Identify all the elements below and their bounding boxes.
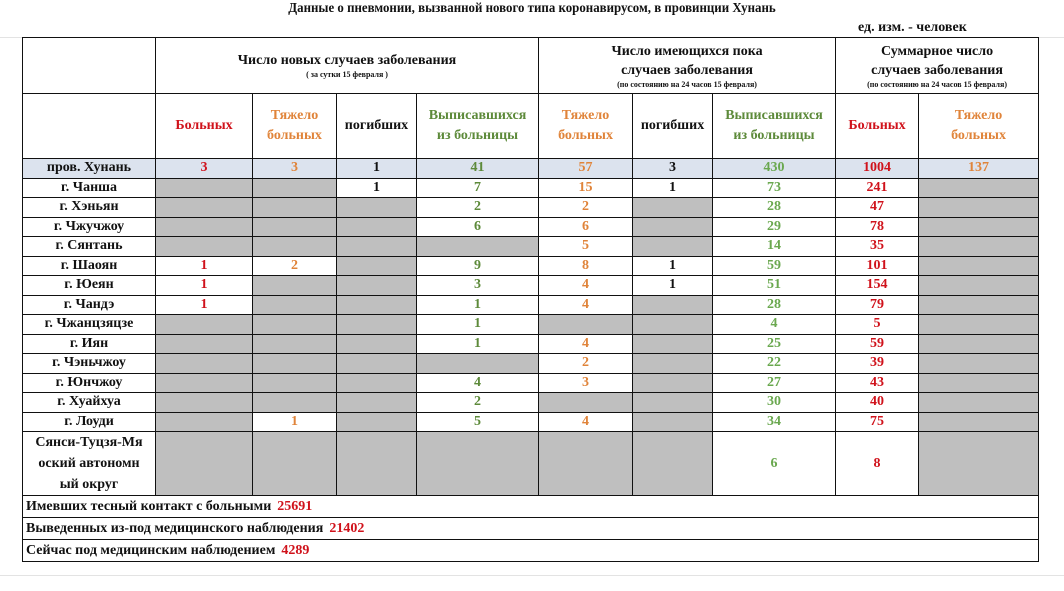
table-row	[23, 334, 1039, 354]
row-name: г. Чжанцзяцзе	[23, 315, 156, 335]
cell-cur-severe: 57	[539, 159, 633, 179]
group-header-total: Суммарное число случаев заболевания (по состоянию на 24 часов 15 февраля)	[836, 38, 1039, 94]
cell-empty	[919, 217, 1039, 237]
table-row	[23, 237, 1039, 257]
cell-new-sick: 1	[156, 276, 253, 296]
cell-cur-severe: 4	[539, 276, 633, 296]
cell-empty	[253, 276, 337, 296]
cell-empty	[337, 432, 417, 496]
table-row	[23, 217, 1039, 237]
row-name: г. Иян	[23, 334, 156, 354]
cell-empty	[919, 178, 1039, 198]
table-row	[23, 276, 1039, 296]
cell-cur-discharged: 28	[713, 198, 836, 218]
cell-total-sick: 241	[836, 178, 919, 198]
header-empty	[23, 94, 156, 159]
cell-empty	[253, 295, 337, 315]
cell-empty	[539, 432, 633, 496]
cell-new-discharged: 4	[417, 373, 539, 393]
table-row	[23, 295, 1039, 315]
cell-new-discharged: 2	[417, 198, 539, 218]
footer-value: 25691	[277, 498, 313, 514]
col-header-new-sick: Больных	[156, 94, 253, 159]
cell-new-sick: 1	[156, 295, 253, 315]
cell-total-sick: 43	[836, 373, 919, 393]
cell-cur-severe: 4	[539, 295, 633, 315]
cell-cur-severe: 2	[539, 354, 633, 374]
cell-new-discharged: 1	[417, 295, 539, 315]
col-header-new-dead: погибших	[337, 94, 417, 159]
cell-empty	[156, 432, 253, 496]
row-name: г. Чандэ	[23, 295, 156, 315]
table-row	[23, 412, 1039, 432]
cell-cur-discharged: 29	[713, 217, 836, 237]
cell-empty	[253, 237, 337, 257]
cell-empty	[156, 198, 253, 218]
cell-cur-severe: 5	[539, 237, 633, 257]
col-header-cur-dead: погибших	[633, 94, 713, 159]
cell-empty	[253, 315, 337, 335]
cell-empty	[919, 373, 1039, 393]
cell-empty	[337, 198, 417, 218]
cell-empty	[919, 237, 1039, 257]
cell-empty	[417, 354, 539, 374]
cell-cur-severe: 2	[539, 198, 633, 218]
group-header-current: Число имеющихся пока случаев заболевания (по состоянию на 24 часов 15 февраля)	[539, 38, 836, 94]
table-row	[23, 198, 1039, 218]
cell-total-sick: 8	[836, 432, 919, 496]
cell-cur-severe: 4	[539, 412, 633, 432]
cell-empty	[919, 276, 1039, 296]
cell-total-sick: 78	[836, 217, 919, 237]
cell-total-sick: 101	[836, 256, 919, 276]
cell-empty	[156, 217, 253, 237]
cell-new-discharged: 41	[417, 159, 539, 179]
cell-empty	[156, 334, 253, 354]
cell-cur-severe: 4	[539, 334, 633, 354]
cell-total-sick: 47	[836, 198, 919, 218]
cell-empty	[539, 315, 633, 335]
row-name: г. Чанша	[23, 178, 156, 198]
cell-new-discharged: 5	[417, 412, 539, 432]
cell-empty	[919, 334, 1039, 354]
data-table	[22, 37, 1039, 562]
page-title: Данные о пневмонии, вызванной нового типа коронавирусом, в провинции Хунань	[288, 1, 776, 16]
table-row	[23, 373, 1039, 393]
cell-empty	[337, 412, 417, 432]
row-name: г. Лоуди	[23, 412, 156, 432]
cell-cur-discharged: 14	[713, 237, 836, 257]
cell-empty	[253, 432, 337, 496]
cell-empty	[337, 334, 417, 354]
table-row	[23, 393, 1039, 413]
cell-empty	[417, 237, 539, 257]
cell-empty	[919, 393, 1039, 413]
unit-label: ед. изм. - человек	[858, 20, 967, 35]
cell-empty	[253, 354, 337, 374]
cell-empty	[633, 432, 713, 496]
cell-cur-discharged: 73	[713, 178, 836, 198]
cell-cur-discharged: 25	[713, 334, 836, 354]
cell-new-discharged: 1	[417, 315, 539, 335]
cell-total-sick: 40	[836, 393, 919, 413]
cell-empty	[253, 178, 337, 198]
cell-empty	[337, 217, 417, 237]
cell-cur-severe: 8	[539, 256, 633, 276]
footer-value: 21402	[329, 520, 365, 536]
cell-empty	[337, 393, 417, 413]
cell-empty	[337, 276, 417, 296]
cell-empty	[337, 237, 417, 257]
cell-empty	[156, 178, 253, 198]
cell-empty	[919, 315, 1039, 335]
table-row	[23, 354, 1039, 374]
cell-empty	[539, 393, 633, 413]
cell-cur-discharged: 34	[713, 412, 836, 432]
cell-cur-discharged: 59	[713, 256, 836, 276]
col-header-cur-severe: Тяжело больных	[539, 94, 633, 159]
cell-empty	[633, 334, 713, 354]
cell-new-discharged: 6	[417, 217, 539, 237]
cell-new-severe: 2	[253, 256, 337, 276]
table-row-total	[23, 159, 1039, 179]
group-header-new: Число новых случаев заболевания ( за сутки 15 февраля )	[156, 38, 539, 94]
col-header-total-severe: Тяжело больных	[919, 94, 1039, 159]
cell-total-sick: 35	[836, 237, 919, 257]
cell-empty	[633, 393, 713, 413]
cell-empty	[417, 432, 539, 496]
cell-empty	[337, 256, 417, 276]
cell-new-dead: 1	[337, 178, 417, 198]
row-name: г. Чэньчжоу	[23, 354, 156, 374]
divider	[0, 575, 1064, 576]
cell-total-severe: 137	[919, 159, 1039, 179]
cell-total-sick: 154	[836, 276, 919, 296]
cell-new-discharged: 7	[417, 178, 539, 198]
cell-empty	[337, 315, 417, 335]
cell-new-discharged: 3	[417, 276, 539, 296]
cell-cur-discharged: 30	[713, 393, 836, 413]
cell-empty	[156, 393, 253, 413]
cell-cur-dead: 1	[633, 276, 713, 296]
cell-empty	[919, 354, 1039, 374]
cell-cur-discharged: 430	[713, 159, 836, 179]
cell-empty	[919, 432, 1039, 496]
table-row	[23, 256, 1039, 276]
cell-new-severe: 1	[253, 412, 337, 432]
footer-row-released	[23, 518, 1039, 540]
cell-empty	[633, 315, 713, 335]
table-body	[23, 159, 1039, 432]
cell-cur-severe: 6	[539, 217, 633, 237]
footer-label: Имевших тесный контакт с больными	[26, 498, 272, 514]
row-name: г. Чжучжоу	[23, 217, 156, 237]
header-row-groups	[23, 38, 1039, 94]
row-name: пров. Хунань	[23, 159, 156, 179]
col-header-new-severe: Тяжело больных	[253, 94, 337, 159]
cell-new-severe: 3	[253, 159, 337, 179]
cell-empty	[253, 217, 337, 237]
cell-empty	[253, 198, 337, 218]
row-name: г. Хуайхуа	[23, 393, 156, 413]
header-empty	[23, 38, 156, 94]
row-name: г. Хэньян	[23, 198, 156, 218]
cell-total-sick: 1004	[836, 159, 919, 179]
cell-cur-discharged: 6	[713, 432, 836, 496]
col-header-cur-discharged: Выписавшихся из больницы	[713, 94, 836, 159]
cell-empty	[253, 393, 337, 413]
footer-value: 4289	[281, 542, 310, 558]
cell-empty	[156, 315, 253, 335]
row-name: г. Юеян	[23, 276, 156, 296]
cell-empty	[633, 373, 713, 393]
col-header-new-discharged: Выписавшихся из больницы	[417, 94, 539, 159]
row-name: Сянси-Туцзя-Мя оский автономн ый округ	[23, 432, 156, 496]
cell-new-dead: 1	[337, 159, 417, 179]
cell-empty	[919, 198, 1039, 218]
cell-empty	[919, 295, 1039, 315]
cell-empty	[919, 256, 1039, 276]
cell-new-discharged: 9	[417, 256, 539, 276]
cell-new-sick: 3	[156, 159, 253, 179]
cell-empty	[337, 295, 417, 315]
cell-empty	[156, 237, 253, 257]
cell-empty	[337, 354, 417, 374]
cell-empty	[156, 354, 253, 374]
row-name: г. Юнчжоу	[23, 373, 156, 393]
cell-empty	[919, 412, 1039, 432]
table-row-autonomous	[23, 432, 1039, 496]
footer-label: Выведенных из-под медицинского наблюдения	[26, 520, 324, 536]
footer-label: Сейчас под медицинским наблюдением	[26, 542, 276, 558]
cell-cur-severe: 15	[539, 178, 633, 198]
cell-empty	[253, 334, 337, 354]
cell-cur-dead: 1	[633, 256, 713, 276]
cell-total-sick: 79	[836, 295, 919, 315]
cell-new-discharged: 2	[417, 393, 539, 413]
cell-cur-severe: 3	[539, 373, 633, 393]
cell-empty	[253, 373, 337, 393]
cell-empty	[156, 412, 253, 432]
cell-total-sick: 5	[836, 315, 919, 335]
cell-cur-discharged: 28	[713, 295, 836, 315]
cell-new-sick: 1	[156, 256, 253, 276]
cell-empty	[337, 373, 417, 393]
cell-empty	[633, 412, 713, 432]
cell-cur-discharged: 51	[713, 276, 836, 296]
cell-cur-discharged: 22	[713, 354, 836, 374]
header-row-columns	[23, 94, 1039, 159]
cell-empty	[633, 237, 713, 257]
row-name: г. Шаоян	[23, 256, 156, 276]
cell-new-discharged: 1	[417, 334, 539, 354]
table-row	[23, 315, 1039, 335]
cell-cur-dead: 3	[633, 159, 713, 179]
row-name: г. Сянтань	[23, 237, 156, 257]
cell-cur-discharged: 27	[713, 373, 836, 393]
cell-empty	[156, 373, 253, 393]
cell-total-sick: 39	[836, 354, 919, 374]
cell-total-sick: 75	[836, 412, 919, 432]
footer-row-observed	[23, 540, 1039, 562]
cell-cur-discharged: 4	[713, 315, 836, 335]
footer-row-contacts	[23, 496, 1039, 518]
table-row	[23, 178, 1039, 198]
cell-empty	[633, 354, 713, 374]
cell-empty	[633, 295, 713, 315]
cell-empty	[633, 217, 713, 237]
cell-cur-dead: 1	[633, 178, 713, 198]
cell-empty	[633, 198, 713, 218]
cell-total-sick: 59	[836, 334, 919, 354]
col-header-total-sick: Больных	[836, 94, 919, 159]
